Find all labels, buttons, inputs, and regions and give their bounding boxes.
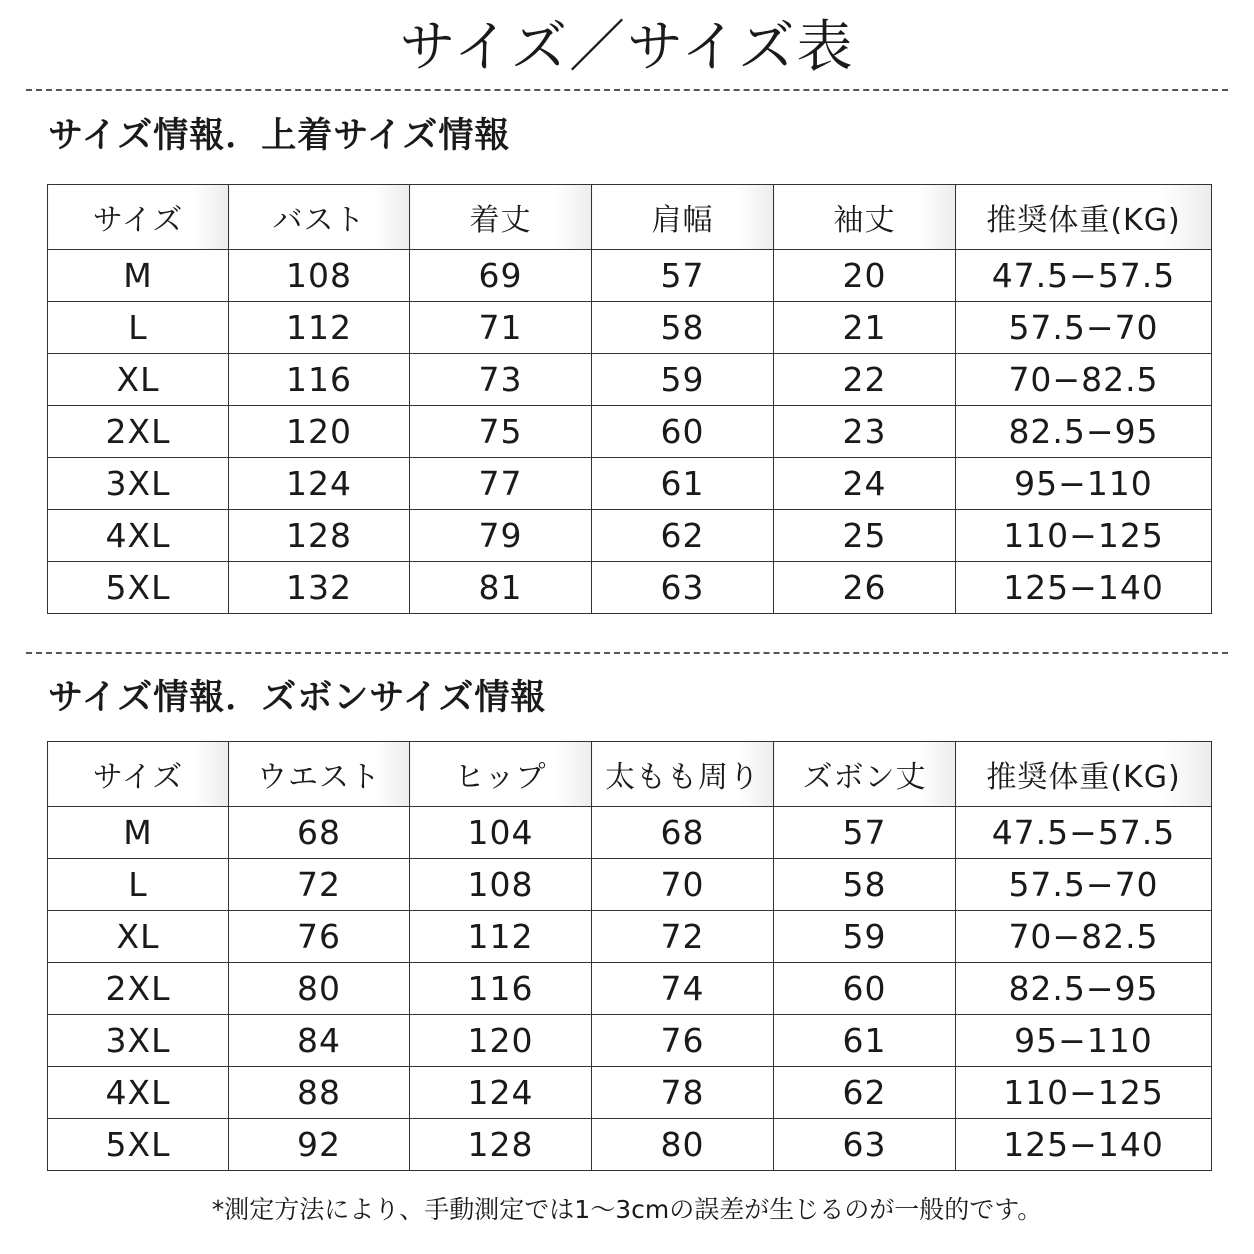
table-row	[48, 406, 1212, 458]
value-cell: 63	[592, 562, 774, 614]
value-cell: 120	[229, 406, 410, 458]
value-cell: 116	[410, 963, 592, 1015]
size-cell: M	[48, 807, 229, 859]
value-cell: 24	[774, 458, 956, 510]
value-cell: 110−125	[956, 1067, 1212, 1119]
value-cell: 116	[229, 354, 410, 406]
column-header: ウエスト	[229, 742, 410, 807]
column-header: 袖丈	[774, 185, 956, 250]
value-cell: 22	[774, 354, 956, 406]
size-cell: XL	[48, 354, 229, 406]
value-cell: 104	[410, 807, 592, 859]
column-header: サイズ	[48, 185, 229, 250]
value-cell: 68	[229, 807, 410, 859]
value-cell: 68	[592, 807, 774, 859]
column-header: サイズ	[48, 742, 229, 807]
value-cell: 128	[229, 510, 410, 562]
column-header: 推奨体重(KG)	[956, 742, 1212, 807]
value-cell: 125−140	[956, 562, 1212, 614]
value-cell: 82.5−95	[956, 406, 1212, 458]
value-cell: 62	[592, 510, 774, 562]
value-cell: 57	[592, 250, 774, 302]
table-row	[48, 1119, 1212, 1171]
value-cell: 72	[229, 859, 410, 911]
value-cell: 81	[410, 562, 592, 614]
value-cell: 60	[774, 963, 956, 1015]
value-cell: 84	[229, 1015, 410, 1067]
value-cell: 60	[592, 406, 774, 458]
value-cell: 69	[410, 250, 592, 302]
value-cell: 58	[592, 302, 774, 354]
value-cell: 57.5−70	[956, 859, 1212, 911]
value-cell: 108	[410, 859, 592, 911]
value-cell: 124	[410, 1067, 592, 1119]
size-cell: 5XL	[48, 562, 229, 614]
value-cell: 61	[774, 1015, 956, 1067]
value-cell: 47.5−57.5	[956, 807, 1212, 859]
size-cell: M	[48, 250, 229, 302]
value-cell: 62	[774, 1067, 956, 1119]
value-cell: 95−110	[956, 1015, 1212, 1067]
value-cell: 74	[592, 963, 774, 1015]
value-cell: 59	[592, 354, 774, 406]
value-cell: 112	[229, 302, 410, 354]
value-cell: 70	[592, 859, 774, 911]
table-row	[48, 1015, 1212, 1067]
value-cell: 75	[410, 406, 592, 458]
value-cell: 70−82.5	[956, 911, 1212, 963]
table-row	[48, 510, 1212, 562]
column-header: ヒップ	[410, 742, 592, 807]
value-cell: 20	[774, 250, 956, 302]
column-header: バスト	[229, 185, 410, 250]
size-cell: 2XL	[48, 406, 229, 458]
value-cell: 23	[774, 406, 956, 458]
size-cell: XL	[48, 911, 229, 963]
table-row	[48, 1067, 1212, 1119]
value-cell: 77	[410, 458, 592, 510]
bottom-section-heading: サイズ情報．ズボンサイズ情報	[48, 678, 547, 718]
column-header: 肩幅	[592, 185, 774, 250]
value-cell: 57.5−70	[956, 302, 1212, 354]
value-cell: 61	[592, 458, 774, 510]
value-cell: 59	[774, 911, 956, 963]
page-title: サイズ／サイズ表	[399, 15, 855, 80]
column-header: 太もも周り	[592, 742, 774, 807]
value-cell: 80	[229, 963, 410, 1015]
bottom-size-table	[47, 741, 1212, 1171]
size-cell: 3XL	[48, 458, 229, 510]
value-cell: 108	[229, 250, 410, 302]
value-cell: 124	[229, 458, 410, 510]
value-cell: 71	[410, 302, 592, 354]
size-cell: 2XL	[48, 963, 229, 1015]
table-row	[48, 250, 1212, 302]
table-row	[48, 458, 1212, 510]
value-cell: 25	[774, 510, 956, 562]
header-row	[48, 742, 1212, 807]
value-cell: 70−82.5	[956, 354, 1212, 406]
column-header: ズボン丈	[774, 742, 956, 807]
table-row	[48, 807, 1212, 859]
value-cell: 95−110	[956, 458, 1212, 510]
value-cell: 80	[592, 1119, 774, 1171]
table-row	[48, 302, 1212, 354]
top-size-table	[47, 184, 1212, 614]
value-cell: 125−140	[956, 1119, 1212, 1171]
value-cell: 79	[410, 510, 592, 562]
size-cell: L	[48, 302, 229, 354]
value-cell: 128	[410, 1119, 592, 1171]
size-cell: 3XL	[48, 1015, 229, 1067]
table-row	[48, 354, 1212, 406]
value-cell: 120	[410, 1015, 592, 1067]
value-cell: 47.5−57.5	[956, 250, 1212, 302]
divider	[26, 89, 1228, 91]
value-cell: 21	[774, 302, 956, 354]
value-cell: 78	[592, 1067, 774, 1119]
value-cell: 76	[592, 1015, 774, 1067]
value-cell: 57	[774, 807, 956, 859]
value-cell: 112	[410, 911, 592, 963]
value-cell: 92	[229, 1119, 410, 1171]
top-section-heading: サイズ情報．上着サイズ情報	[48, 116, 511, 156]
table-row	[48, 859, 1212, 911]
size-cell: 4XL	[48, 1067, 229, 1119]
value-cell: 26	[774, 562, 956, 614]
value-cell: 88	[229, 1067, 410, 1119]
table-row	[48, 911, 1212, 963]
divider	[26, 652, 1228, 654]
size-cell: 5XL	[48, 1119, 229, 1171]
column-header: 着丈	[410, 185, 592, 250]
value-cell: 58	[774, 859, 956, 911]
value-cell: 72	[592, 911, 774, 963]
table-row	[48, 963, 1212, 1015]
column-header: 推奨体重(KG)	[956, 185, 1212, 250]
size-cell: 4XL	[48, 510, 229, 562]
size-cell: L	[48, 859, 229, 911]
value-cell: 76	[229, 911, 410, 963]
value-cell: 110−125	[956, 510, 1212, 562]
header-row	[48, 185, 1212, 250]
value-cell: 82.5−95	[956, 963, 1212, 1015]
value-cell: 132	[229, 562, 410, 614]
measurement-note: *測定方法により、手動測定では1～3cmの誤差が生じるのが一般的です。	[211, 1195, 1043, 1224]
value-cell: 73	[410, 354, 592, 406]
value-cell: 63	[774, 1119, 956, 1171]
table-row	[48, 562, 1212, 614]
